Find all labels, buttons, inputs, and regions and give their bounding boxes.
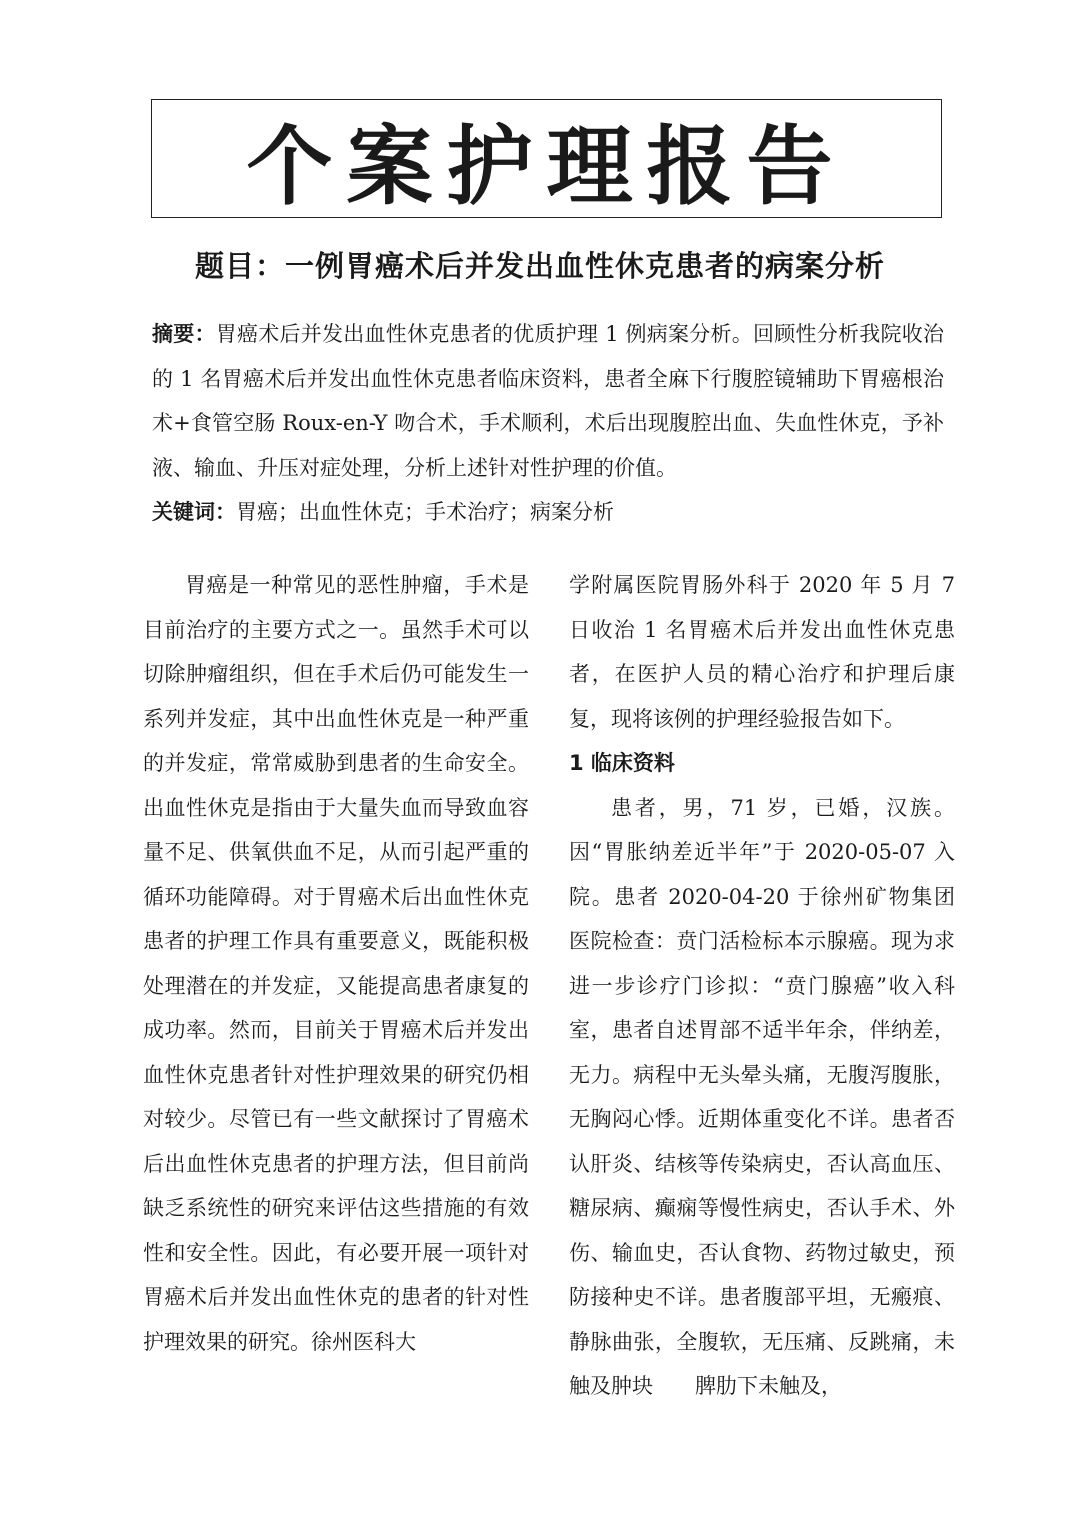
body-column-left xyxy=(143,563,529,1364)
body-column-right xyxy=(569,563,955,1409)
report-subject: 题目：一例胃癌术后并发出血性休克患者的病案分析 xyxy=(194,249,885,283)
intro-paragraph: 胃癌是一种常见的恶性肿瘤，手术是目前治疗的主要方式之一。虽然手术可以切除肿瘤组织，但在手术后仍可能发生一系列并发症，其中出血性休克是一种严重的并发症，常常威胁到患者的生命安全。出血性休克是指由于大量失血而导致血容量不足、供氧供血不足，从而引起严重的循环功能障碍。对于胃癌术后出血性休克患者的护理工作具有重要意义，既能积极处理潜在的并发症，又能提高患者康复的成功率。然而，目前关于胃癌术后并发出血性休克患者针对性护理效果的研究仍相对较少。尽管已有一些文献探讨了胃癌术后出血性休克患者的护理方法，但目前尚缺乏系统性的研究来评估这些措施的有效性和安全性。因此，有必要开展一项针对胃癌术后并发出血性休克的患者的针对性护理效果的研究。徐州医科大 xyxy=(143,573,529,1354)
abstract-section xyxy=(152,312,944,535)
clinical-data-paragraph: 患者，男，71 岁，已婚，汉族。因“胃胀纳差近半年”于 2020-05-07 入院。患者 2020-04-20 于徐州矿物集团医院检查：贲门活检标本示腺癌。现为求进一步诊疗门诊拟：“贲门腺癌”收入科室，患者自述胃部不适半年余，伴纳差，无力。病程中无头晕头痛，无腹泻腹胀，无胸闷心悸。近期体重变化不详。患者否认肝炎、结核等传染病史，否认高血压、糖尿病、癫痫等慢性病史，否认手术、外伤、输血史，否认食物、药物过敏史，预防接种史不详。患者腹部平坦，无瘢痕、静脉曲张，全腹软，无压痛、反跳痛，未触及肿块 脾肋下未触及， xyxy=(569,795,955,1398)
abstract-paragraph xyxy=(152,312,944,490)
keywords-paragraph xyxy=(152,490,944,535)
section-heading-clinical-data: 1 临床资料 xyxy=(569,751,675,775)
abstract-label: 摘要： xyxy=(152,322,216,346)
intro-paragraph-continued: 学附属医院胃肠外科于 2020 年 5 月 7 日收治 1 名胃癌术后并发出血性休克患者，在医护人员的精心治疗和护理后康复，现将该例的护理经验报告如下。 xyxy=(569,573,955,731)
keywords-label: 关键词： xyxy=(152,500,236,524)
report-title: 个案护理报告 xyxy=(246,115,847,217)
keywords-text: 胃癌；出血性休克；手术治疗；病案分析 xyxy=(236,500,614,524)
abstract-text: 胃癌术后并发出血性休克患者的优质护理 1 例病案分析。回顾性分析我院收治的 1 名胃癌术后并发出血性休克患者临床资料，患者全麻下行腹腔镜辅助下胃癌根治术+食管空肠 Roux-en-Y 吻合术，手术顺利，术后出现腹腔出血、失血性休克，予补液、输血、升压对症处理，分析上述针对性护理的价值。 xyxy=(152,322,945,480)
report-title-box xyxy=(151,99,942,218)
